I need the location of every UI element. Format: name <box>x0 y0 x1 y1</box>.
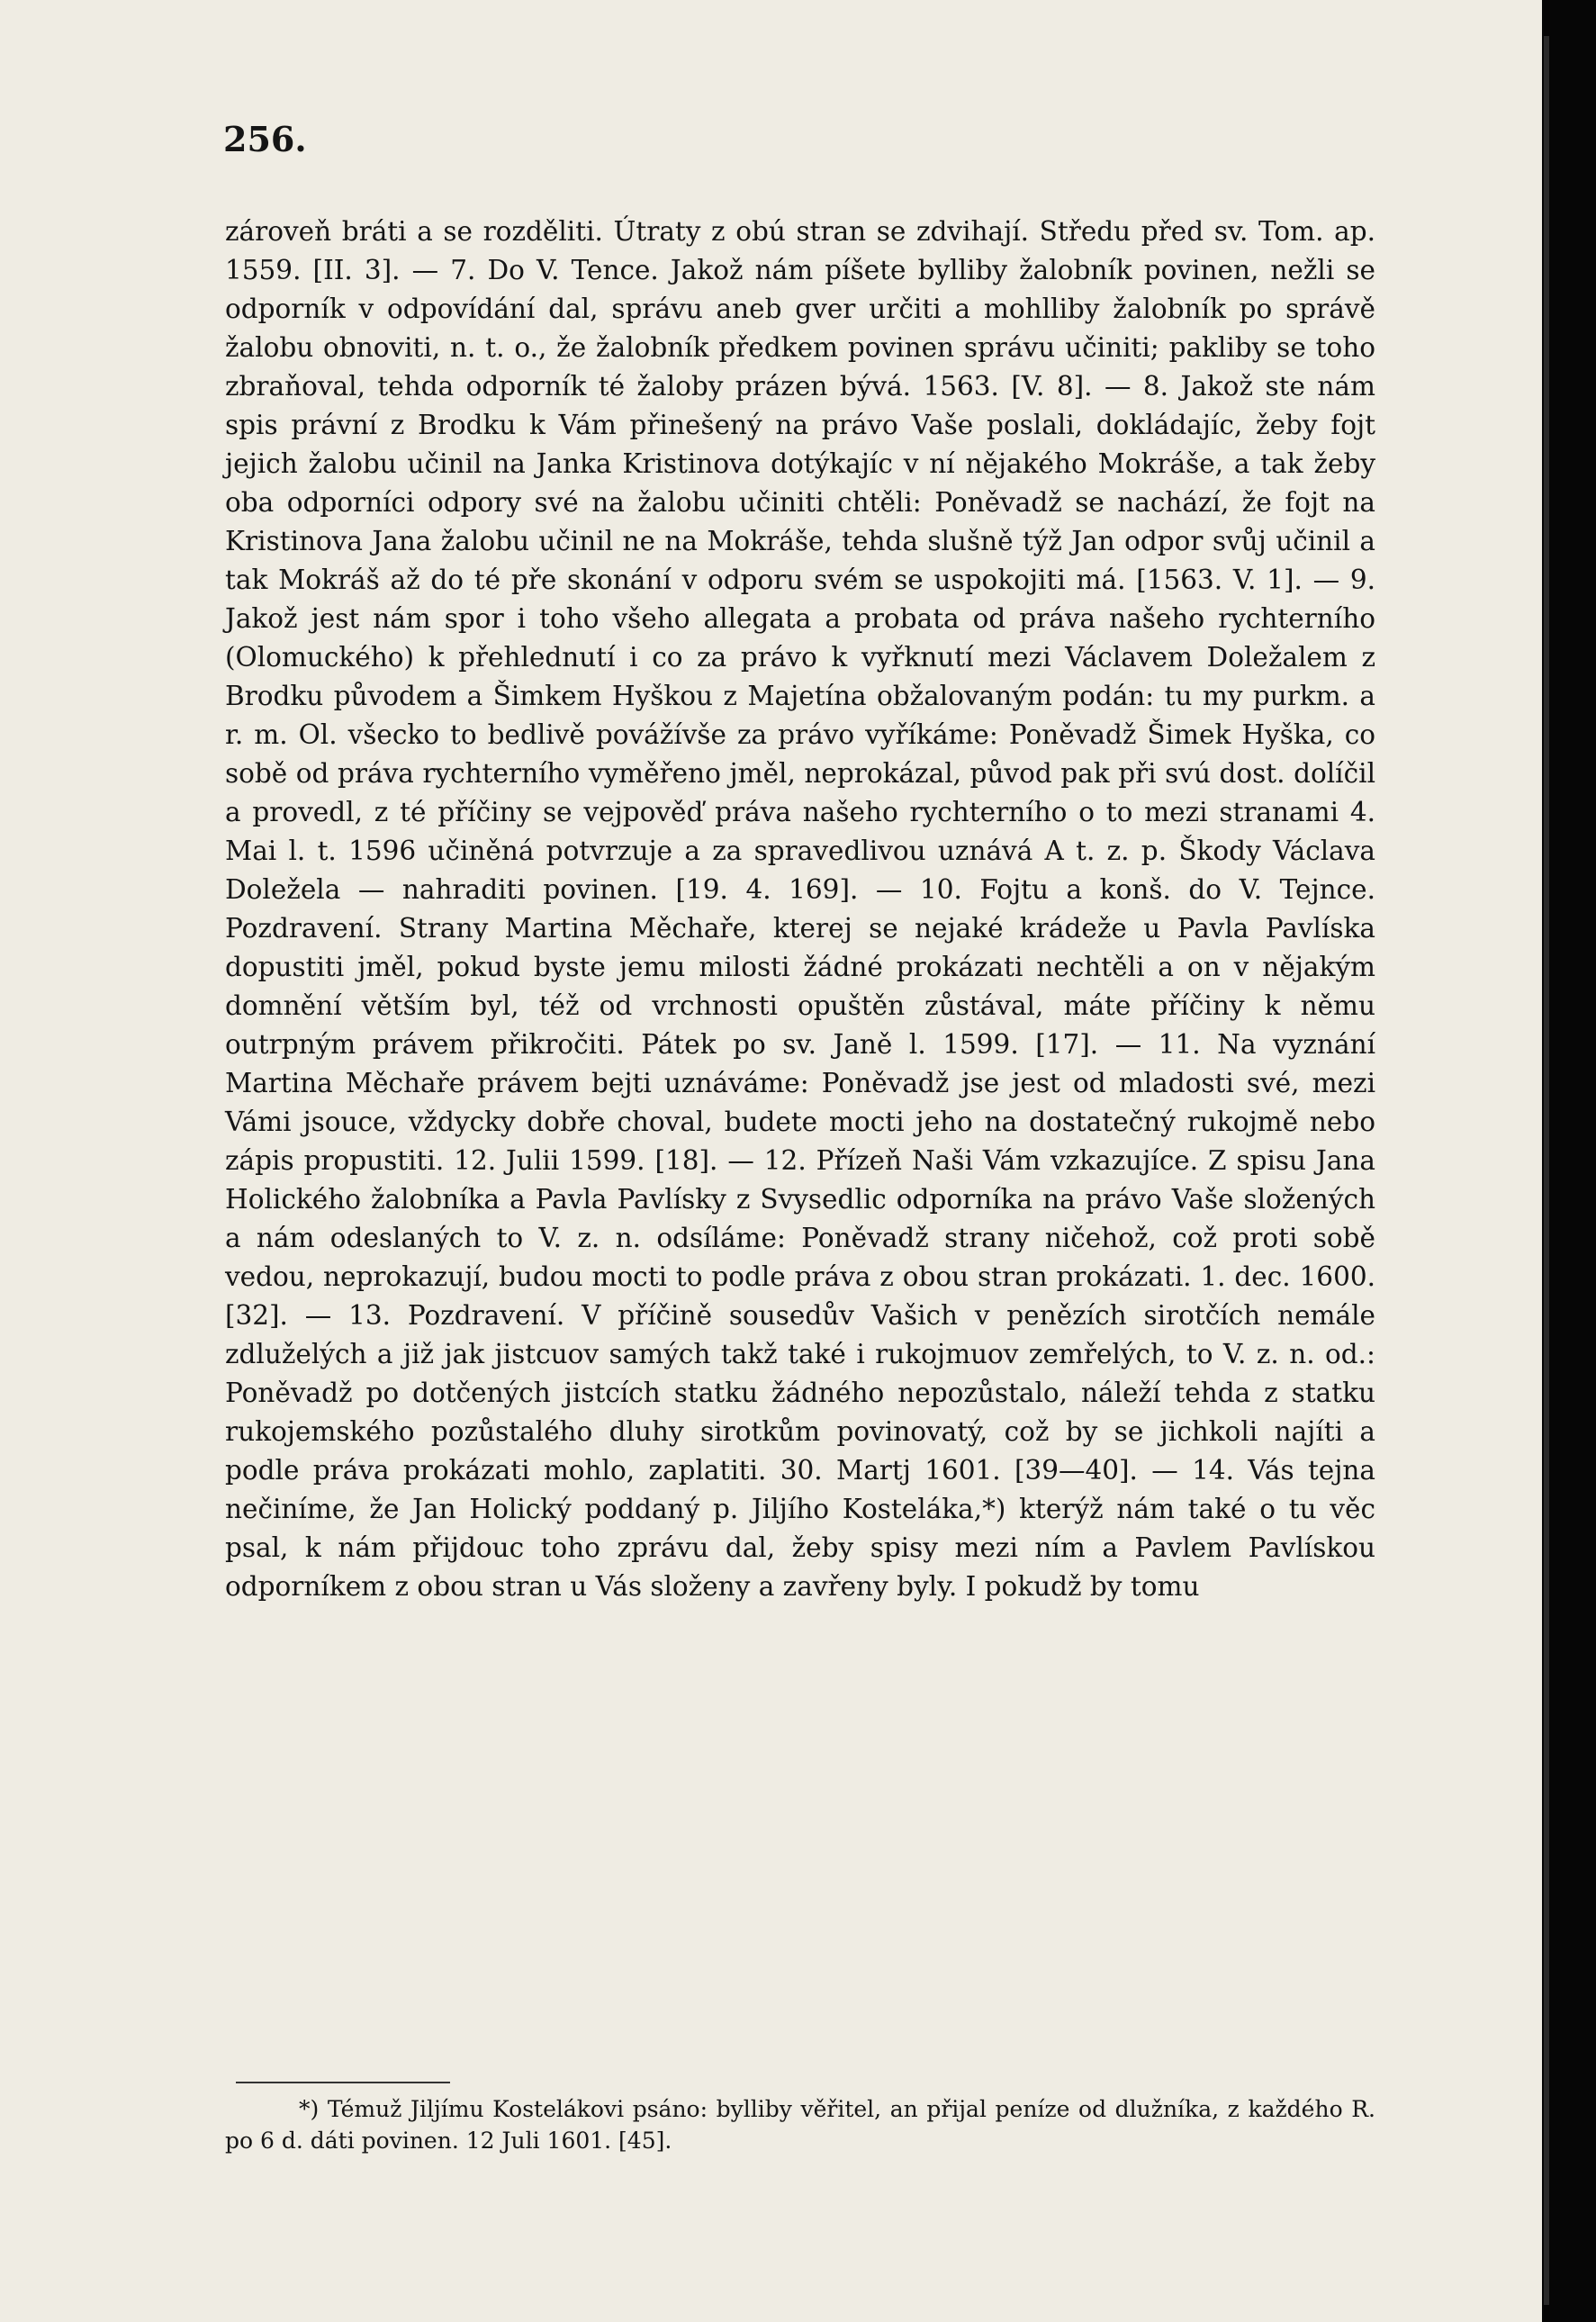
footnote-divider <box>236 2082 450 2083</box>
scan-edge-shadow <box>1542 0 1596 2322</box>
scan-edge-line <box>1544 36 1549 2305</box>
main-text: zároveň bráti a se rozděliti. Útraty z obú stran se zdvihají. Středu před sv. Tom. ap. 1559. [II. 3]. — 7. Do V. Tence. Jakož nám píšete bylliby žalobník povinen, nežli se odporník v odpovídání dal, správu aneb gver určiti a mohlliby žalobník po správě žalobu obnoviti, n. t. o., že žalobník předkem povinen správu učiniti; pakliby se toho zbraňoval, tehda odporník té žaloby prázen bývá. 1563. [V. 8]. — 8. Jakož ste nám spis právní z Brodku k Vám přinešený na právo Vaše poslali, dokládajíc, žeby fojt jejich žalobu učinil na Janka Kristinova dotýkajíc v ní nějakého Mokráše, a tak žeby oba odporníci odpory své na žalobu učiniti chtěli: Poněvadž se nachází, že fojt na Kristinova Jana žalobu učinil ne na Mokráše, tehda slušně týž Jan odpor svůj učinil a tak Mokráš až do té pře skonání v odporu svém se uspokojiti má. [1563. V. 1]. — 9. Jakož jest nám spor i toho všeho allegata a probata od práva našeho rychterního (Olomuckého) k přehlednutí i co za právo k vyřknutí mezi Václavem Doležalem z Brodku původem a Šimkem Hyškou z Majetína obžalovaným podán: tu my purkm. a r. m. Ol. všecko to bedlivě povážívše za právo vyříkáme: Poněvadž Šimek Hyška, co sobě od práva rychterního vyměřeno jměl, neprokázal, původ pak při svú dost. dolíčil a provedl, z té příčiny se vejpověď práva našeho rychterního o to mezi stranami 4. Mai l. t. 1596 učiněná potvrzuje a za spravedlivou uznává A t. z. p. Škody Václava Doležela — nahraditi povinen. [19. 4. 169]. — 10. Fojtu a konš. do V. Tejnce. Pozdravení. Strany Martina Měchaře, kterej se nejaké krádeže u Pavla Pavlíska dopustiti jměl, pokud byste jemu milosti žádné prokázati nechtěli a on v nějakým domnění větším byl, též od vrchnosti opuštěn zůstával, máte příčiny k němu outrpným právem přikročiti. Pátek po sv. Janě l. 1599. [17]. — 11. Na vyznání Martina Měchaře právem bejti uznáváme: Poněvadž jse jest od mladosti své, mezi Vámi jsouce, vždycky dobře choval, budete mocti jeho na dostatečný rukojmě nebo zápis propustiti. 12. Julii 1599. [18]. — 12. Přízeň Naši Vám vzkazujíce. Z spisu Jana Holického žalobníka a Pavla Pavlísky z Svysedlic odporníka na právo Vaše složených a nám odeslaných to V. z. n. odsíláme: Poněvadž strany ničehož, což proti sobě vedou, neprokazují, budou mocti to podle práva z obou stran prokázati. 1. dec. 1600. [32]. — 13. Pozdravení. V příčině sousedův Vašich v penězích sirotčích nemále zdluželých a již jak jistcuov samých takž také i rukojmuov zemřelých, to V. z. n. od.: Poněvadž po dotčených jistcích statku žádného nepozůstalo, náleží tehda z statku rukojemského pozůstalého dluhy sirotkům povinovatý, což by se jichkoli najíti a podle práva prokázati mohlo, zaplatiti. 30. Martj 1601. [39—40]. — 14. Vás tejna nečiníme, že Jan Holický poddaný p. Jiljího Kosteláka,*) kterýž nám také o tu věc psal, k nám přijdouc toho zprávu dal, žeby spisy mezi ním a Pavlem Pavlískou odporníkem z obou stran u Vás složeny a zavřeny byly. I pokudž by tomu <box>225 216 1375 1602</box>
page-number: 256. <box>223 119 307 159</box>
footnote: *) Témuž Jiljímu Kostelákovi psáno: bylliby věřitel, an přijal peníze od dlužníka, z každého R. po 6 d. dáti povinen. 12 Juli 1601. [45]. <box>225 2096 1375 2154</box>
